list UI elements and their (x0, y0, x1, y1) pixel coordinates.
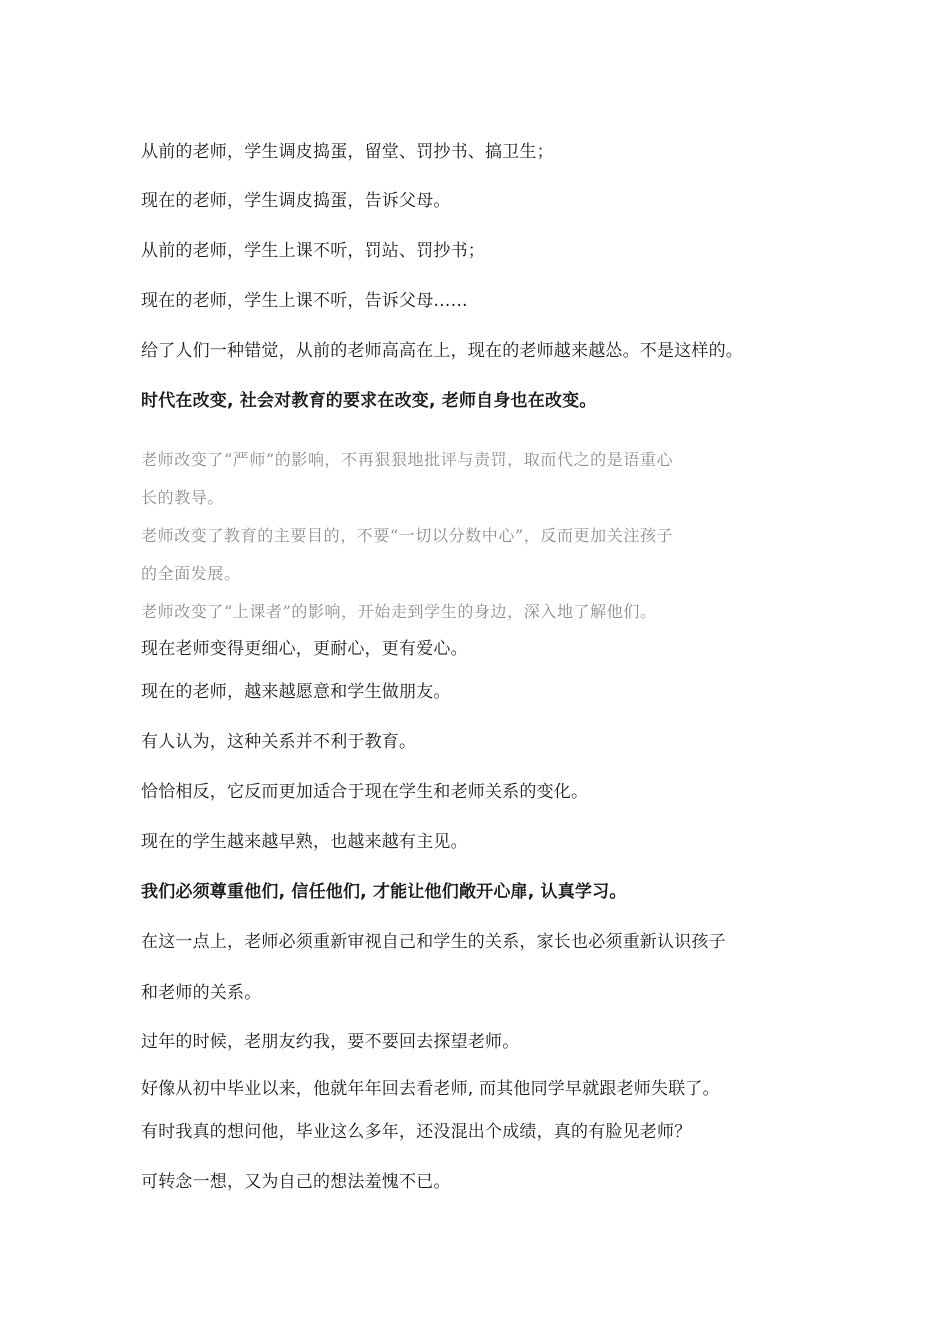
paragraph-3: 从前的老师，学生上课不听，罚站、罚抄书； (141, 241, 485, 261)
paragraph-2: 现在的老师，学生调皮捣蛋，告诉父母。 (141, 191, 451, 211)
gray-paragraph-1a: 老师改变了“严师”的影响，不再狠狠地批评与责罚，取而代之的是语重心 (141, 450, 674, 469)
bold-statement-1: 时代在改变, 社会对教育的要求在改变, 老师自身也在改变。 (141, 391, 597, 411)
paragraph-5: 给了人们一种错觉，从前的老师高高在上，现在的老师越来越怂。不是这样的。 (141, 341, 743, 361)
paragraph-8: 有人认为，这种关系并不利于教育。 (141, 732, 417, 752)
gray-paragraph-2b: 的全面发展。 (141, 564, 241, 583)
bold-statement-2: 我们必须尊重他们, 信任他们, 才能让他们敞开心扉, 认真学习。 (141, 882, 627, 902)
paragraph-12: 过年的时候，老朋友约我，要不要回去探望老师。 (141, 1032, 520, 1052)
gray-paragraph-2a: 老师改变了教育的主要目的，不要“一切以分数中心”，反而更加关注孩子 (141, 526, 674, 545)
paragraph-9: 恰恰相反，它反而更加适合于现在学生和老师关系的变化。 (141, 782, 589, 802)
gray-paragraph-1b: 长的教导。 (141, 488, 225, 507)
paragraph-10: 现在的学生越来越早熟，也越来越有主见。 (141, 832, 468, 852)
paragraph-7: 现在的老师，越来越愿意和学生做朋友。 (141, 682, 451, 702)
paragraph-6: 现在老师变得更细心，更耐心，更有爱心。 (141, 639, 468, 659)
paragraph-1: 从前的老师，学生调皮捣蛋，留堂、罚抄书、搞卫生； (141, 142, 554, 162)
paragraph-14: 有时我真的想问他，毕业这么多年，还没混出个成绩，真的有脸见老师？ (141, 1122, 692, 1142)
gray-paragraph-3: 老师改变了“上课者”的影响，开始走到学生的身边，深入地了解他们。 (141, 602, 657, 621)
paragraph-15: 可转念一想，又为自己的想法羞愧不已。 (141, 1172, 451, 1192)
paragraph-4: 现在的老师，学生上课不听，告诉父母…… (141, 291, 468, 311)
paragraph-11b: 和老师的关系。 (141, 983, 262, 1003)
paragraph-11a: 在这一点上，老师必须重新审视自己和学生的关系，家长也必须重新认识孩子 (141, 932, 726, 952)
paragraph-13: 好像从初中毕业以来，他就年年回去看老师, 而其他同学早就跟老师失联了。 (141, 1079, 720, 1099)
